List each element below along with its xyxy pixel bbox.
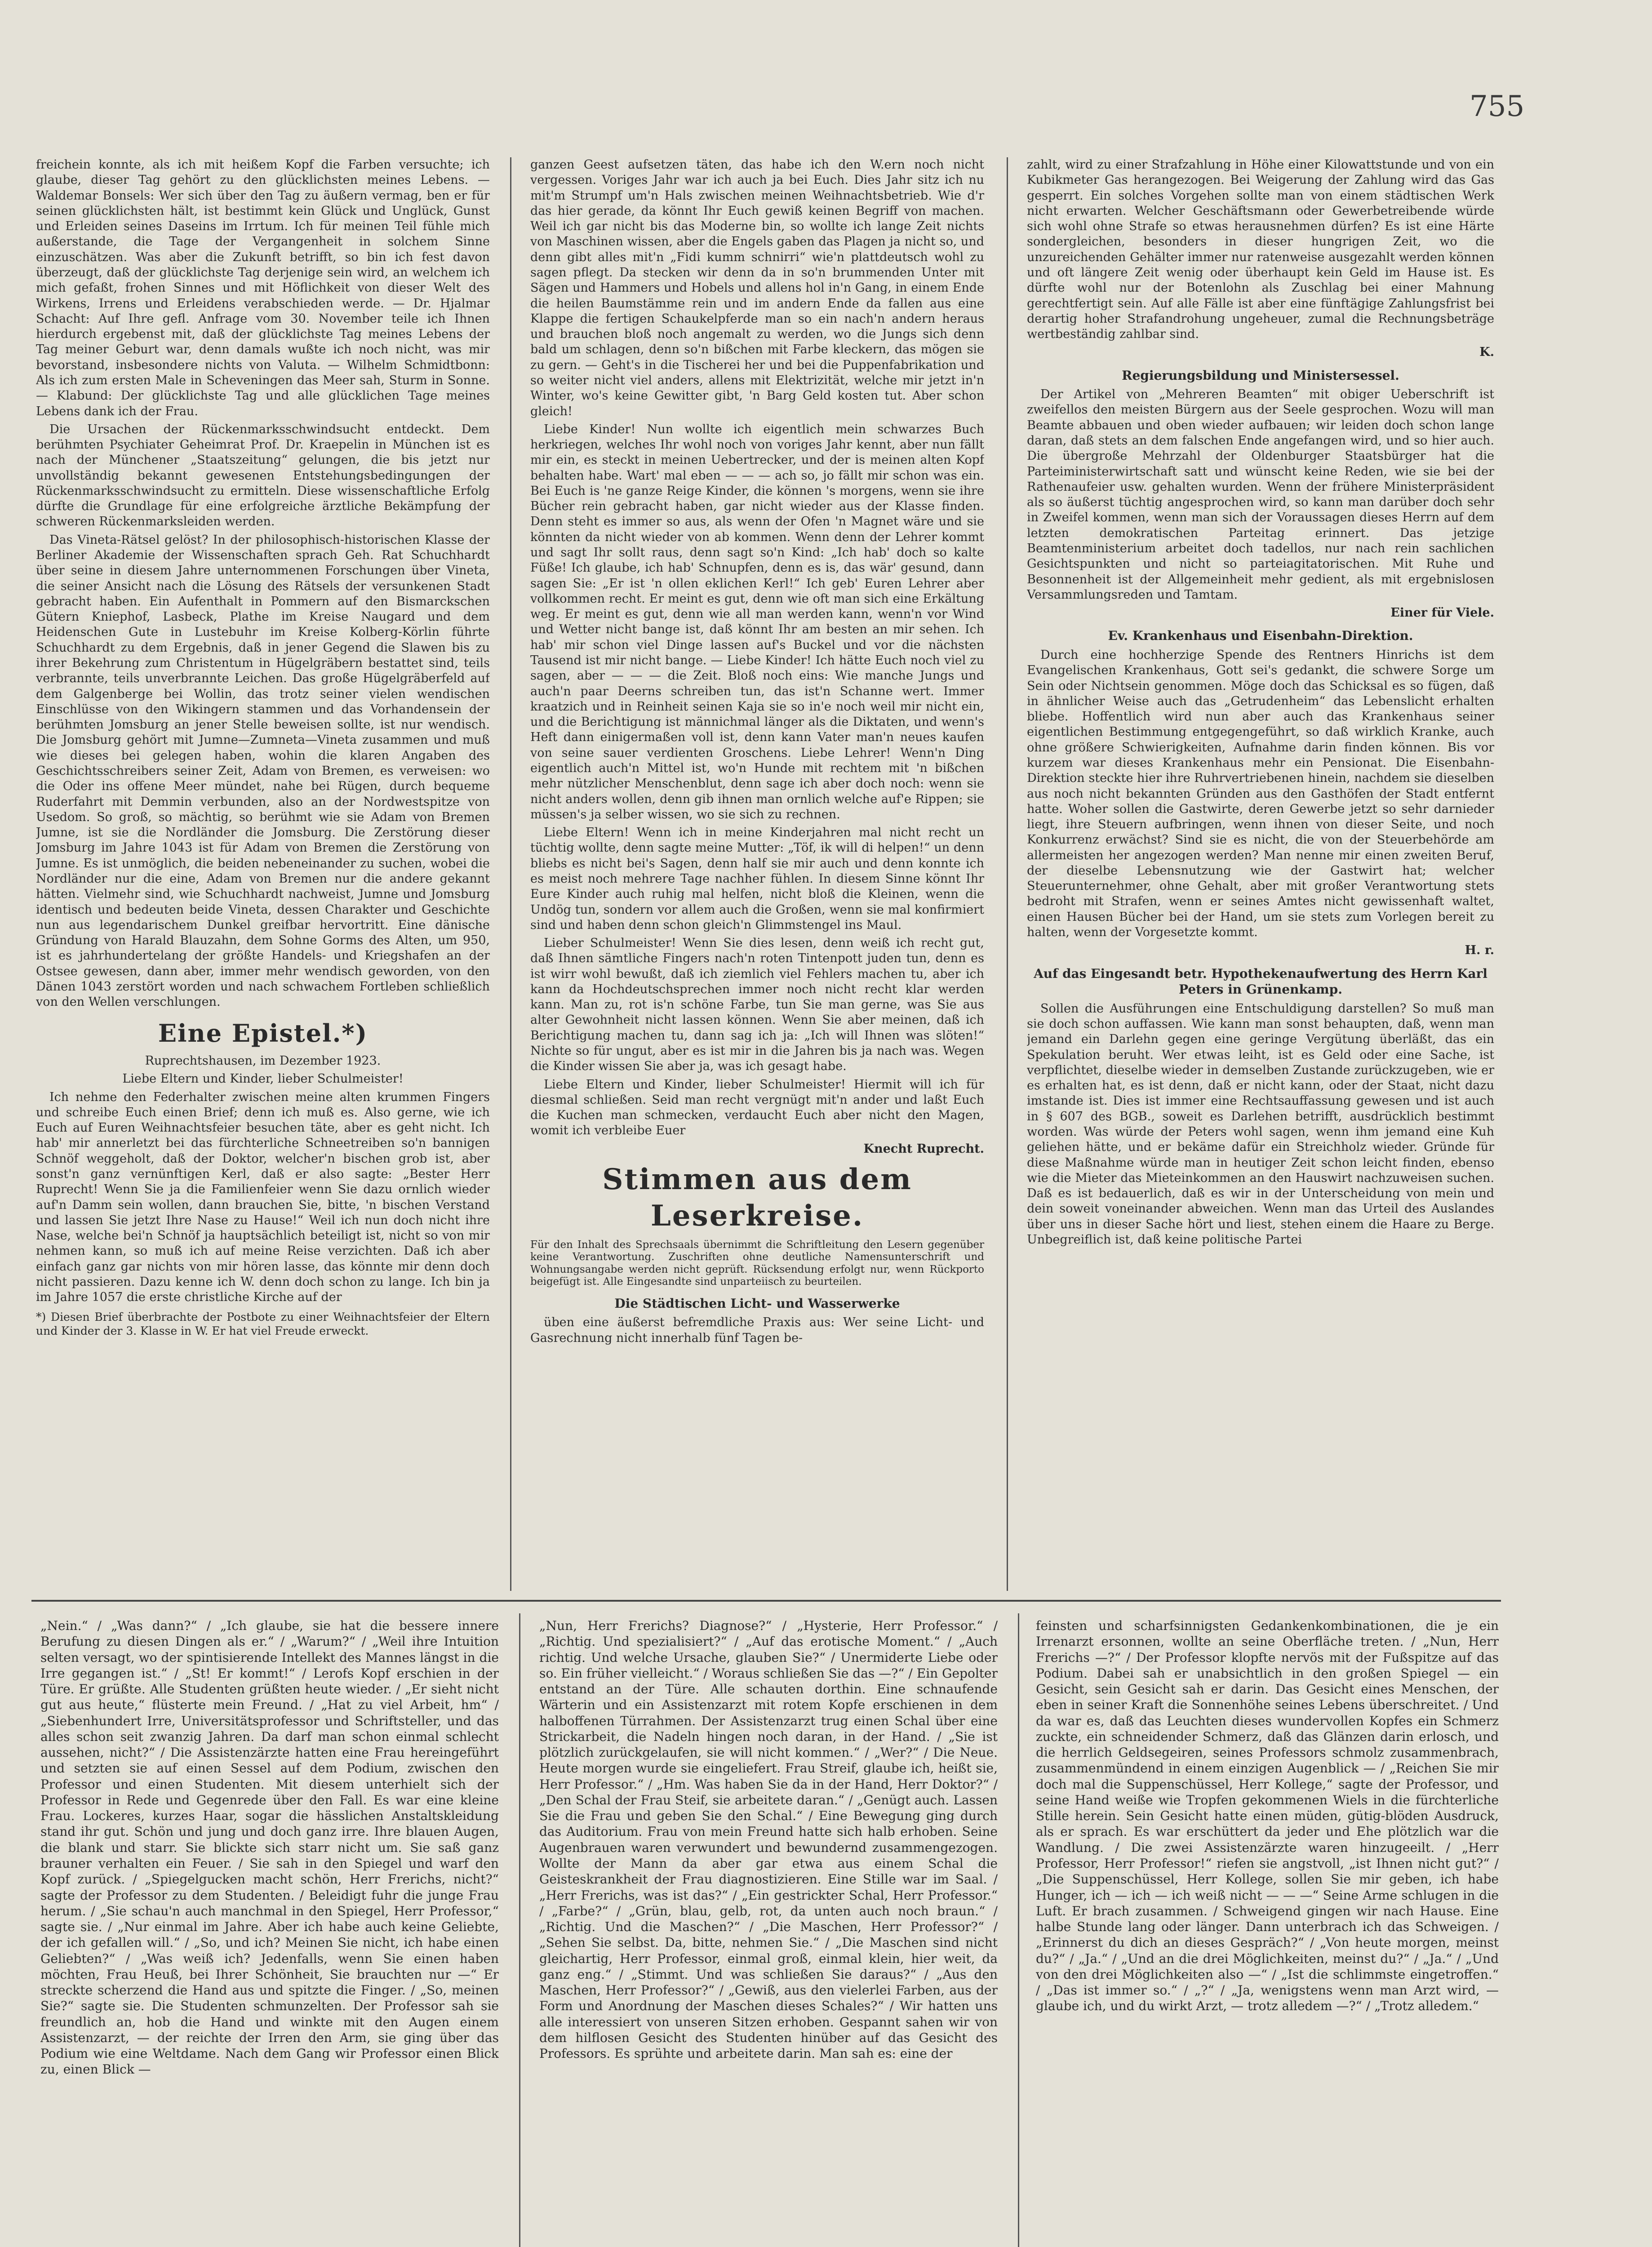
- paragraph: Das Vineta-Rätsel gelöst? In der philosophisch-historischen Klasse der Berliner Akademie der Wissenschaften sprach Geh. Rat Schuchhardt über seine in diesem Jahre unternommenen Forschungen über Vineta, die seiner Ansicht nach die Lösung des Rätsels der versunkenen Stadt gebracht haben. Ein Aufenthalt in Pommern auf den Bismarckschen Gütern Kniephof, Lasbeck, Plathe im Kreise Naugard und dem Heidenschen Gute in Lustebuhr im Kreise Kolberg-Körlin führte Schuchhardt zu dem Ergebnis, daß in jener Gegend die Slawen bis zu ihrer Bekehrung zum Christentum in Hügelgräbern bestattet sind, teils verbrannte, teils unverbrannte Leichen. Das große Hügelgräberfeld auf dem Galgenberge bei Wollin, das trotz seiner vielen wendischen Einschlüsse von den Wikingern stammen und das Vorhandensein der berühmten Jomsburg an jener Stelle beweisen sollte, ist nur wendisch. Die Jomsburg gehört mit Jumne—Zumneta—Vineta zusammen und muß wie dieses bei gelegen haben, wohin die klaren Angaben des Geschichtsschreibers seiner Zeit, Adam von Bremen, es verweisen: wo die Oder ins offene Meer mündet, nahe bei Rügen, durch bequeme Ruderfahrt mit Demmin verbunden, also an der Nordwestspitze von Usedom. So groß, so mächtig, so berühmt wie sie Adam von Bremen Jumne, ist sie die Nordländer die Jomsburg. Die Zerstörung dieser Jomsburg im Jahre 1043 ist für Adam von Bremen die Zerstörung von Jumne. Es ist unmöglich, die beiden nebeneinander zu suchen, wobei die Nordländer nur die eine, Adam von Bremen nur die andere gekannt hätten. Vielmehr sind, wie Schuchhardt nachweist, Jumne und Jomsburg identisch und bedeuten beide Vineta, dessen Charakter und Geschichte nun aus legendarischem Dunkel greifbar hervortritt. Eine dänische Gründung von Harald Blauzahn, dem Sohne Gorms des Alten, um 950, ist es jahrhundertelang der größte Handels- und Kriegshafen an der Ostsee gewesen, dann aber, immer mehr wendisch geworden, von den Dänen 1043 zerstört worden und nach schwachem Fortleben schließlich von den Wellen verschlungen.: [36, 533, 490, 1009]
- paragraph: Lieber Schulmeister! Wenn Sie dies lesen, denn weiß ich recht gut, daß Ihnen sämtliche Fingers nach'n roten Tintenpott juden tun, denn es ist wirr wohl bewußt, daß ich ziemlich viel Fehlers machen tu, aber ich kann da Hochdeutschsprechen immer noch nicht recht klar werden kann. Man zu, rot is'n schöne Farbe, tun Sie man gerne, was Sie aus alter Gewohnheit nicht lassen können. Wenn Sie aber meinen, daß ich Berichtigung machen tu, dann sag ich ja: „Ich will Ihnen was slöten!“ Nichte so für ungut, aber es ist mir in die Jahren bis ja nach was. Wegen die Kinder wissen Sie aber ja, was ich gesagt habe.: [530, 936, 984, 1074]
- column-divider: [1007, 157, 1008, 1591]
- paragraph: zahlt, wird zu einer Strafzahlung in Höhe einer Kilowattstunde und von ein Kubikmeter Gas herangezogen. Bei Weigerung der Zahlung wird das Gas gesperrt. Ein solches Vorgehen sollte man von einem städtischen Werk nicht erwarten. Welcher Geschäftsmann oder Gewerbetreibende würde sich wohl ohne Strafe so etwas herausnehmen dürfen? Es ist eine Härte sondergleichen, besonders in dieser hungrigen Zeit, wo die unzureichenden Gehälter immer nur ratenweise ausgezahlt werden können und oft längere Zeit wenig oder überhaupt kein Geld im Hause ist. Es dürfte wohl nur der Botenlohn als Zuschlag bei einer Mahnung gerechtfertigt sein. Auf alle Fälle ist aber eine fünftägige Zahlungsfrist bei derartig hoher Strafandrohung ungeheuer, zumal die Rechnungsbeträge wertbeständig zahlbar sind.: [1027, 158, 1494, 342]
- subheading: Die Städtischen Licht- und Wasserwerke: [614, 1296, 900, 1311]
- paragraph: „Nun, Herr Frerichs? Diagnose?“ / „Hysterie, Herr Professor.“ / „Richtig. Und spezialisiert?“ / „Auf das erotische Moment.“ / „Auch richtig. Und welche Ursache, glauben Sie?“ / Unermiderte Liebe oder so. Ein früher vielleicht.“ / Woraus schließen Sie das —?“ / Ein Gepolter entstand an der Türe. Alle schauten dorthin. Eine schnaufende Wärterin und ein Assistenzarzt mit rotem Kopfe erschienen in dem halboffenen Türrahmen. Der Assistenzarzt trug einen Schal über eine Strickarbeit, die Nadeln hingen noch daran, in der Hand. / „Sie ist plötzlich zurückgelaufen, sie will nicht kommen.“ / „Wer?“ / Die Neue. Heute morgen wurde sie eingeliefert. Frau Streif, glaube ich, heißt sie, Herr Professor.“ / „Hm. Was haben Sie da in der Hand, Herr Doktor?“ / „Den Schal der Frau Steif, sie arbeitete daran.“ / „Genügt auch. Lassen Sie die Frau und geben Sie den Schal.“ / Eine Bewegung ging durch das Auditorium. Frau von mein Freund hatte sich halb erhoben. Seine Augenbrauen waren verwundert und bewundernd zusammengezogen. Wollte der Mann da aber gar etwa aus einem Schal die Geisteskrankheit der Frau diagnostizieren. Eine Stille war im Saal. / „Herr Frerichs, was ist das?“ / „Ein gestrickter Schal, Herr Professor.“ / „Farbe?“ / „Grün, blau, gelb, rot, da unten auch noch braun.“ / „Richtig. Und die Maschen?“ / „Die Maschen, Herr Professor?“ / „Sehen Sie selbst. Da, bitte, nehmen Sie.“ / „Die Maschen sind nicht gleichartig, Herr Professor, einmal groß, einmal klein, hier weit, da ganz eng.“ / „Stimmt. Und was schließen Sie daraus?“ / „Aus den Maschen, Herr Professor?“ / „Gewiß, aus den vielerlei Farben, aus der Form und Anordnung der Maschen dieses Schales?“ / Wir hatten uns alle interessiert von unseren Sitzen erhoben. Gespannt sahen wir von dem hilflosen Gesicht des Studenten hinüber auf das Gesicht des Professors. Es sprühte und arbeitete darin. Man sah es: eine der: [539, 1618, 998, 2061]
- paragraph: feinsten und scharfsinnigsten Gedankenkombinationen, die je ein Irrenarzt ersonnen, wollte an seine Oberfläche treten. / „Nun, Herr Frerichs —?“ / Der Professor klopfte nervös mit der Fußspitze auf das Podium. Dabei sah er unabsichtlich in den großen Spiegel — ein Gesicht, sein Gesicht sah er darin. Das Gesicht eines Menschen, der eben in seiner Kraft die Sonnenhöhe seines Lebens überschreitet. / Und da war es, daß das Leuchten dieses wundervollen Kopfes ein Schmerz zuckte, ein schneidender Schmerz, daß das Glänzen darin erlosch, und die herrlich Geldsegeiren, seines Professors schmolz zusammenbrach, zusammenmündend in einem einzigen Augenblick — / „Reichen Sie mir doch mal die Suppenschüssel, Herr Kollege,“ sagte der Professor, und seine Hand weiße wie Tropfen gekommenen Wiels in die fürchterliche Stille herein. Sein Gesicht hatte einen müden, gütig-blöden Ausdruck, als er sprach. Es war erschüttert da jeder und Ehe plötzlich war die Wandlung. / Die zwei Assistenzärzte waren hinzugeeilt. / „Herr Professor, Herr Professor!“ riefen sie angstvoll, „ist Ihnen nicht gut?“ / „Die Suppenschüssel, Herr Kollege, sollen Sie mir geben, ich habe Hunger, ich — ich — ich weiß nicht — — —“ Seine Arme schlugen in die Luft. Er brach zusammen. / Schweigend gingen wir nach Hause. Eine halbe Stunde lang oder länger. Dann unterbrach ich das Schweigen. / „Erinnerst du dich an dieses Gespräch?“ / „Von heute morgen, meinst du?“ / „Ja.“ / „Und an die drei Möglichkeiten, meinst du?“ / „Ja.“ / „Und von den drei Möglichkeiten also —“ / „Ist die schlimmste eingetroffen.“ / „Das ist immer so.“ / „?“ / „Ja, wenigstens wenn man Arzt wird, — glaube ich, und du wirkt Arzt, — trotz alledem —?“ / „Trotz alledem.“: [1036, 1618, 1499, 2014]
- footnote: *) Diesen Brief überbrachte der Postbote zu einer Weihnachtsfeier der Eltern und Kinder der 3. Klasse in W. Er hat viel Freude erweckt.: [36, 1310, 490, 1337]
- paragraph: Sollen die Ausführungen eine Entschuldigung darstellen? So muß man sie doch schon auffassen. Wie kann man sonst behaupten, daß, wenn man jemand ein Darlehn gegen eine geringe Vergütung überläßt, das ein Spekulation beruht. Wer etwas leiht, ist es Geld oder eine Sache, ist verpflichtet, dieselbe wieder in demselben Zustande zurückzugeben, wie er es erhalten hat, es ist denn, daß er nicht kann, oder der Staat, nicht dazu imstande ist. Dies ist immer eine Rechtsauffassung gewesen und ist auch in § 607 des BGB., soweit es Darlehen betrifft, ausdrücklich bestimmt worden. Was würde der Peters wohl sagen, wenn ihm jemand eine Kuh geliehen hätte, und er bekäme dafür ein Streichholz wieder. Gründe für diese Maßnahme würde man in heutiger Zeit schon leicht finden, ebenso wie die Mieter das Mieteinkommen an den Hauswirt nachzuweisen suchen. Daß es ist bedauerlich, daß es wir in der Unterscheidung von mein und dein soweit voneinander abweichen. Wenn man das Urteil des Auslandes über uns in dieser Sache hört und liest, stehen einem die Haare zu Berge. Unbegreiflich ist, daß keine politische Partei: [1027, 1001, 1494, 1247]
- paragraph: Liebe Eltern und Kinder, lieber Schulmeister! Hiermit will ich für diesmal schließen. Seid man recht vergnügt mit'n ander und laßt Euch die Kuchen man schmecken, verdaucht Euch aber nicht den Magen, womit ich verbleibe Euer: [530, 1077, 984, 1138]
- subheading: Ev. Krankenhaus und Eisenbahn-Direktion.: [1108, 628, 1413, 644]
- subheading: Auf das Eingesandt betr. Hypothekenaufwertung des Herrn Karl Peters in Grünenkamp.: [1034, 966, 1488, 997]
- column-divider: [510, 157, 511, 1591]
- paragraph: freichein konnte, als ich mit heißem Kopf die Farben versuchte; ich glaube, dieser Tag gehört zu den glücklichsten meines Lebens. — Waldemar Bonsels: Wer sich über den Tag zu äußern vermag, ben er für seinen glücklichsten hält, ist bestimmt kein Glück und Unglück, Gunst und Erleiden seines Daseins im Irrtum. Ich für meinen Teil fühle mich außerstande, die Tage der Vergangenheit in solchem Sinne einzuschätzen. Was aber die Zukunft betrifft, so bin ich fest davon überzeugt, daß der glücklichste Tag derjenige sein wird, an welchem ich mich gefaßt, frohen Sinnes und mit Höflichkeit von dieser Welt des Wirkens, Irrens und Erleidens verabschieden werde. — Dr. Hjalmar Schacht: Auf Ihre gefl. Anfrage vom 30. November teile ich Ihnen hierdurch ergebenst mit, daß der glücklichste Tag meines Lebens der Tag meiner Geburt war, denn damals wußte ich noch nicht, was mir bevorstand, insbesondere nichts von Valuta. — Wilhelm Schmidtbonn: Als ich zum ersten Male in Scheveningen das Meer sah, Sturm in Sonne. — Klabund: Der glücklichste Tag und alle glücklichen Tage meines Lebens dank ich der Frau.: [36, 158, 490, 418]
- subheading: Regierungsbildung und Ministersessel.: [1122, 368, 1399, 383]
- disclaimer: Für den Inhalt des Sprechsaals übernimmt die Schriftleitung den Lesern gegenüber keine Verantwortung. Zuschriften ohne deutliche Namensunterschrift und Wohnungsangabe werden nicht geprüft. Rücksendung erfolgt nur, wenn Rückporto beigefügt ist. Alle Eingesandte sind unparteiisch zu beurteilen.: [530, 1239, 984, 1288]
- column-divider: [1018, 1613, 1019, 2247]
- paragraph: ganzen Geest aufsetzen täten, das habe ich den W.ern noch nicht vergessen. Voriges Jahr war ich auch ja bei Euch. Dies Jahr sitz ich nu mit'm Strumpf um'n Hals zwischen meinen Weihnachtsbetrieb. Wie d'r das hier gerade, da könnt Ihr Euch gewiß keinen Begriff von machen. Weil ich gar nicht bis das Moderne bin, so wollte ich lange Zeit nichts von Maschinen wissen, aber die Engels gaben das Plagen ja nicht so, und denn gibt alles mit'n „Fidi kumm schnirri“ wie'n plattdeutsch wohl zu sagen pflegt. Da stecken wir denn da in so'n brummenden Unter mit Sägen und Hammers und Hobels und allens hol in'n Gang, in einem Ende die heilen Baumstämme rein und im andern Ende da fallen aus eine Klappe die fertigen Schaukelpferde man so ein nach'n andern heraus und brauchen bloß noch angemalt zu werden, wo die Jungs sich denn bald um schlagen, denn so'n bißchen mit Farbe kleckern, das mögen sie zu gern. — Geht's in die Tischerei her und bei die Puppenfabrikation und so weiter nicht viel anders, allens mit Elektrizität, welche mir jetzt in'n Winter, wo's keine Gewitter gibt, 'n Barg Geld kosten tut. Aber schon gleich!: [530, 158, 984, 418]
- section-divider: [31, 1600, 1501, 1602]
- serial-column-1: [40, 1618, 499, 2247]
- signature: Knecht Ruprecht.: [863, 1141, 984, 1156]
- paragraph: „Nein.“ / „Was dann?“ / „Ich glaube, sie hat die bessere innere Berufung zu diesen Dingen als er.“ / „Warum?“ / „Weil ihre Intuition selten versagt, wo der spintisierende Intellekt des Mannes längst in die Irre gegangen ist.“ / „St! Er kommt!“ / Lerofs Kopf erschien in der Türe. Er grüßte. Alle Studenten grüßten heute wieder. / „Er sieht nicht gut aus heute,“ flüsterte mein Freund. / „Hat zu viel Arbeit, hm“ / „Siebenhundert Irre, Universitätsprofessor und Schriftsteller, und das alles schon seit zwanzig Jahren. Da darf man schon einmal schlecht aussehen, nicht?“ / Die Assistenzärzte hatten eine Frau hereingeführt und setzten sie auf einen Sessel auf dem Podium, zwischen den Professor und einen Studenten. Mit diesem unterhielt sich der Professor in Rede und Gegenrede über den Fall. Es war eine kleine Frau. Lockeres, kurzes Haar, sogar die hässlichen Anstaltskleidung stand ihr gut. Schön und jung und doch ganz irre. Ihre blauen Augen, die blank und starr. Sie blickte sich starr nicht um. Sie saß ganz brauner verhalten ein Feuer. / Sie sah in den Spiegel und warf den Kopf zurück. / „Spiegelgucken macht schön, Herr Frerichs, nicht?“ sagte der Professor zu dem Studenten. / Beleidigt fuhr die junge Frau herum. / „Sie schau'n auch manchmal in den Spiegel, Herr Professor,“ sagte sie. / „Nur einmal im Jahre. Aber ich habe auch keine Geliebte, der ich gefallen will.“ / „So, und ich? Meinen Sie nicht, ich habe einen Geliebten?“ / „Was weiß ich? Jedenfalls, wenn Sie einen haben möchten, Frau Heuß, bei Ihrer Schönheit, Sie brauchten nur —“ Er streckte scherzend die Hand aus und spitzte die Finger. / „So, meinen Sie?“ sagte sie. Die Studenten schmunzelten. Der Professor sah sie freundlich an, hob die Hand und winkte mit den Augen einem Assistenzarzt, — der reichte der Irren den Arm, sie ging über das Podium wie eine Weltdame. Nach dem Gang wir Professor einen Blick zu, einen Blick —: [40, 1618, 499, 2077]
- paragraph: Liebe Eltern! Wenn ich in meine Kinderjahren mal nicht recht un tüchtig wollte, denn sagte meine Mutter: „Töf, ik will di helpen!“ un denn bliebs es nicht bei's Sagen, denn half sie mir auch und denn konnte ich es meist noch mehrere Tage nachher fühlen. In diesem Sinne könnt Ihr Eure Kinder auch ruhig mal helfen, nicht bloß die Kleinen, wenn die Undög tun, sondern vor allem auch die Großen, wenn sie mal konfirmiert sind und haben denn schon gleich'n Glimmstengel ins Maul.: [530, 826, 984, 932]
- paragraph: Die Ursachen der Rückenmarksschwindsucht entdeckt. Dem berühmten Psychiater Geheimrat Prof. Dr. Kraepelin in München ist es nach der Münchener „Staatszeitung“ gelungen, die bis jetzt nur unvollständig bekannt gewesenen Entstehungsbedingungen der Rückenmarksschwindsucht zu ermitteln. Diese wissenschaftliche Erfolg dürfte die Grundlage für eine erfolgreiche ärztliche Bekämpfung der schweren Rückenmarksleiden werden.: [36, 422, 490, 529]
- signature: H. r.: [1465, 943, 1494, 958]
- column-1: [36, 157, 490, 1559]
- signature: Einer für Viele.: [1390, 606, 1494, 620]
- column-2: [530, 157, 984, 1559]
- serial-column-3: [1036, 1618, 1499, 2247]
- dateline: Ruprechtshausen, im Dezember 1923.: [145, 1054, 381, 1068]
- paragraph: Der Artikel von „Mehreren Beamten“ mit obiger Ueberschrift ist zweifellos den meisten Bürgern aus der Seele gesprochen. Wozu will man Beamte abbauen und oben wieder aufbauen; wir leiden doch schon lange daran, daß stets an dem falschen Ende angefangen wird, und so hier auch. Die übergroße Mehrzahl der Oldenburger Staatsbürger hat die Parteiministerwirtschaft satt und wünscht keine Reden, wie sie bei der Rathenaufeier usw. gehalten wurden. Wenn der frühere Ministerpräsident als so äußerst tüchtig angesprochen wird, so kann man darüber doch sehr in Zweifel kommen, wenn man sich der Voraussagen dieses Herrn auf dem letzten demokratischen Parteitag erinnert. Das jetzige Beamtenministerium arbeitet doch tadellos, nur nach rein sachlichen Gesichtspunkten und nicht so parteiagitatorischen. Mit Ruhe und Besonnenheit ist der Allgemeinheit mehr gedient, als mit ergebnislosen Versammlungsreden und Tamtam.: [1027, 387, 1494, 602]
- article-heading: Eine Epistel.*): [158, 1019, 368, 1048]
- salutation: Liebe Eltern und Kinder, lieber Schulmeister!: [122, 1072, 404, 1086]
- column-3: [1027, 157, 1494, 1559]
- paragraph: Liebe Kinder! Nun wollte ich eigentlich mein schwarzes Buch herkriegen, welches Ihr wohl noch von voriges Jahr kennt, aber nun fällt mir ein, es steckt in meinen Uebertrecker, und der is meinen alten Kopf behalten habe. Wart' mal eben — — — ach so, jo fällt mir schon was ein. Bei Euch is 'ne ganze Reige Kinder, die können 's morgens, wenn sie ihre Bücher rein gebracht haben, gar nicht wieder aus der Klasse finden. Denn steht es immer so aus, als wenn der Ofen 'n Magnet wäre und sie könnten da nicht wieder von ab kommen. Wenn denn der Lehrer kommt und sagt Ihr sollt raus, denn sagt so'n Kind: „Ich hab' doch so kalte Füße! Ich glaube, ich hab' Schnupfen, denn es is, das wär' gesund, dann sagen Sie: „Er ist 'n ollen eklichen Kerl!“ Ich geb' Euren Lehrer aber vollkommen recht. Er meint es gut, denn wie oft man sich eine Erkältung weg. Er meint es gut, denn wie all man werden kann, wenn'n vor Wind und Wetter nicht bange ist, daß könnt Ihr am besten an mir sehen. Ich hab' mir schon viel Dinge lassen auf's Buckel und vor die nächsten Tausend ist mir nicht bange. — Liebe Kinder! Ich hätte Euch noch viel zu sagen, aber — — — die Zeit. Bloß noch eins: Wie manche Jungs und auch'n paar Deerns schreiben tun, das ist'n Schanne wert. Immer kraatzich und in Reinheit seinen Kaja sie so in'e noch weil mir nicht ein, und die Berichtigung ist männichmal länger als die Diktaten, und wenn's Heft dann einigermaßen voll ist, denn kann Vater man'n neues kaufen von seine sauer verdienten Groschens. Liebe Lehrer! Wenn'n Ding eigentlich auch'n Mittel ist, wo'n Hunde mit rechtem mit 'n bißchen mehr nützlicher Menschenblut, denn sage ich aber doch noch: wenn sie nicht anders wollen, denn gib ihnen man ornlich welche auf'e Rippen; sie müssen's ja selber wissen, wo sie sich zu rechnen.: [530, 422, 984, 822]
- column-divider: [519, 1613, 520, 2247]
- signature: K.: [1479, 345, 1494, 360]
- serial-column-2: [539, 1618, 998, 2247]
- paragraph: üben eine äußerst befremdliche Praxis aus: Wer seine Licht- und Gasrechnung nicht innerhalb fünf Tagen be-: [530, 1315, 984, 1345]
- page-number: 755: [1470, 90, 1525, 123]
- paragraph: Ich nehme den Federhalter zwischen meine alten krummen Fingers und schreibe Euch einen Brief; denn ich muß es. Also gerne, wie ich Euch auf Euren Weihnachtsfeier besuchen täte, aber es geht nicht. Ich hab' mir annerletzt bei das fürchterliche Schneetreiben so'n bannigen Schnöf weggeholt, daß der Doktor, welcher'n bischen grob ist, aber sonst'n ganz vernünftigen Kerl, daß er also sagte: „Bester Herr Ruprecht! Wenn Sie ja die Familienfeier wenn Sie dazu ornlich wieder auf'n Damm sein wollen, dann brauchen Sie, bitte, 'n bischen Verstand und lassen Sie jetzt Ihre Nase zu Hause!“ Weil ich nun doch nicht ihre Nase, welche bei'n Schnöf ja hauptsächlich beteiligt ist, nicht so von mir nehmen kann, so muß ich auf meine Reise verzichten. Daß ich aber einfach ganz gar nichts von mir hören lasse, das könnte mir denn doch nicht passieren. Dazu kenne ich W. denn doch schon zu lange. Ich bin ja im Jahre 1057 die erste christliche Kirche auf der: [36, 1090, 490, 1305]
- section-title: Stimmen aus dem Leserkreise.: [602, 1163, 912, 1233]
- paragraph: Durch eine hochherzige Spende des Rentners Hinrichs ist dem Evangelischen Krankenhaus, Gott sei's gedankt, die schwere Sorge um Sein oder Nichtsein genommen. Möge doch das Schicksal es so fügen, daß in ähnlicher Weise auch das „Getrudenheim“ das Lebenslicht erhalten bliebe. Hoffentlich wird nun aber auch das Krankenhaus seiner eigentlichen Bestimmung entgegengeführt, so daß wirklich Kranke, auch ohne größere Schwierigkeiten, Aufnahme darin finden können. Bis vor kurzem war dieses Krankenhaus mehr ein Pensionat. Die Eisenbahn-Direktion steckte hier ihre Ruhrvertriebenen hinein, nachdem sie dieselben aus noch nicht bekannten Gründen aus den Gasthöfen der Stadt entfernt hatte. Woher sollen die Gastwirte, deren Gewerbe jetzt so sehr darnieder liegt, ihre Steuern aufbringen, wenn ihnen von dieser Seite, und noch Konkurrenz erwächst? Sind sie es nicht, die von der Steuerbehörde am allermeisten her angezogen werden? Man nenne mir einen zweiten Beruf, der dieselbe Lebensnutzung wie der Gastwirt hat; welcher Steuerunternehmer, ohne Gehalt, aber mit großer Verantwortung stets bedroht mit Strafen, wenn er seines Amtes nicht gewissenhaft waltet, einen Hausen Bücher bei der Hand, um sie stets zum Vorlegen bereit zu halten, wenn der Vorgesetzte kommt.: [1027, 648, 1494, 940]
